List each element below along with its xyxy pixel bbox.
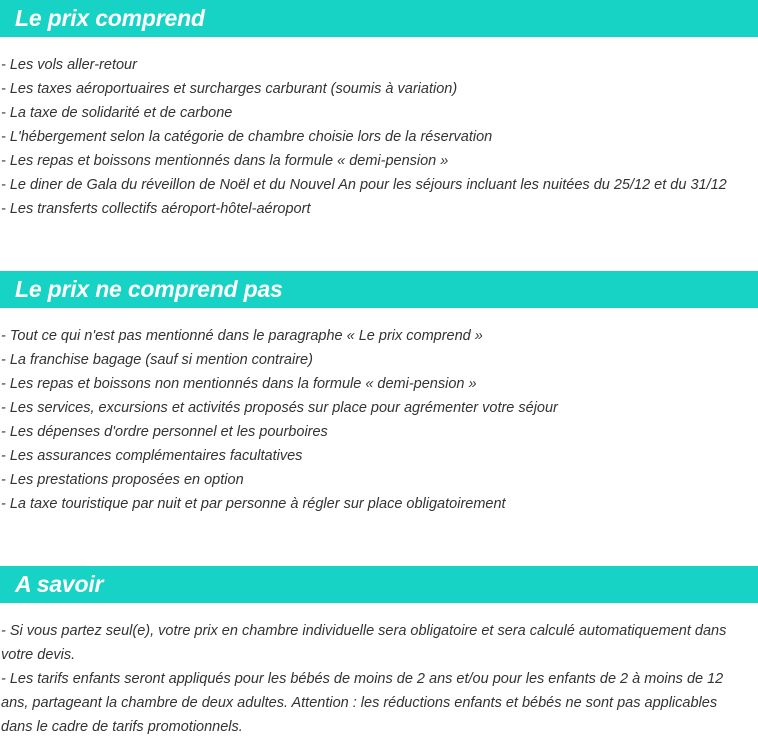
good-to-know-body [0, 619, 758, 739]
list-item: - Les services, excursions et activités proposés sur place pour agrémenter votre séjour [1, 400, 558, 416]
list-item: - Les assurances complémentaires facultatives [1, 448, 303, 464]
list-item: - Les transferts collectifs aéroport-hôtel-aéroport [1, 201, 311, 217]
section-not-included [0, 271, 758, 516]
section-included [0, 0, 758, 221]
info-paragraph: - Si vous partez seul(e), votre prix en chambre individuelle sera obligatoire et sera calculé automatiquement dans votre devis. [1, 623, 727, 663]
list-item: - L'hébergement selon la catégorie de chambre choisie lors de la réservation [1, 129, 493, 145]
section-title-included: Le prix comprend [15, 5, 205, 31]
list-item: - Les dépenses d'ordre personnel et les pourboires [1, 424, 328, 440]
section-header-included [0, 0, 758, 37]
section-title-not-included: Le prix ne comprend pas [15, 276, 283, 302]
section-title-good-to-know: A savoir [15, 571, 104, 597]
list-item: - Les prestations proposées en option [1, 472, 244, 488]
list-item: - La taxe de solidarité et de carbone [1, 105, 233, 121]
not-included-list [0, 324, 758, 516]
list-item: - Les vols aller-retour [1, 57, 137, 73]
list-item: - Le diner de Gala du réveillon de Noël et du Nouvel An pour les séjours incluant les nuitées du 25/12 et du 31/12 [1, 177, 727, 193]
section-good-to-know [0, 566, 758, 739]
list-item: - Les repas et boissons non mentionnés dans la formule « demi-pension » [1, 376, 477, 392]
list-item: - Tout ce qui n'est pas mentionné dans le paragraphe « Le prix comprend » [1, 328, 483, 344]
section-header-not-included [0, 271, 758, 308]
list-item: - Les repas et boissons mentionnés dans la formule « demi-pension » [1, 153, 449, 169]
list-item: - Les taxes aéroportuaires et surcharges carburant (soumis à variation) [1, 81, 458, 97]
section-header-good-to-know [0, 566, 758, 603]
list-item: - La taxe touristique par nuit et par personne à régler sur place obligatoirement [1, 496, 506, 512]
included-list [0, 53, 758, 221]
info-paragraph: - Les tarifs enfants seront appliqués pour les bébés de moins de 2 ans et/ou pour les enfants de 2 à moins de 12 ans, partageant la chambre de deux adultes. Attention : les réductions enfants et bébés ne sont pas applicables dans le cadre de tarifs promotionnels. [1, 671, 724, 735]
list-item: - La franchise bagage (sauf si mention contraire) [1, 352, 313, 368]
